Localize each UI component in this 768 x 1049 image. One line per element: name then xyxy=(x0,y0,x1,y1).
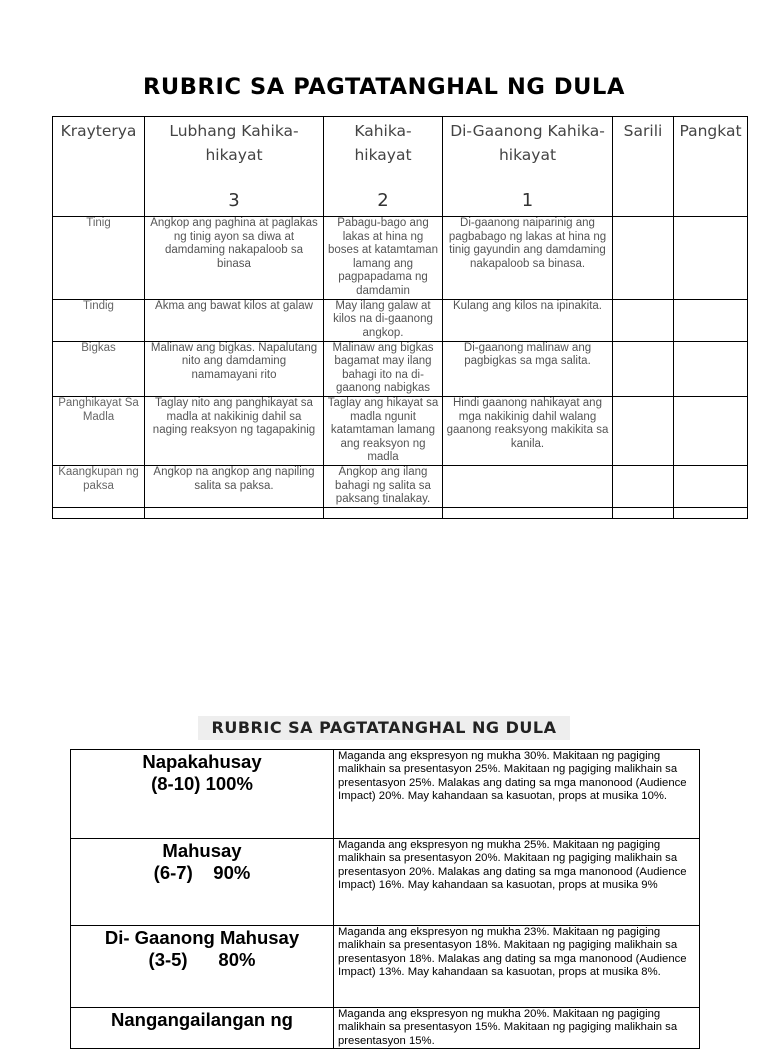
table-row xyxy=(53,465,748,507)
level-cell xyxy=(71,750,334,839)
table-row xyxy=(71,750,700,839)
header-di-gaanong-kahika-hikayat: Di-Gaanong Kahika-hikayat 1 xyxy=(443,117,613,217)
score2-cell: Angkop ang ilang bahagi ng salita sa paksang tinalakay. xyxy=(324,465,443,507)
score3-cell: Malinaw ang bigkas. Napalutang nito ang damdaming namamayani rito xyxy=(145,341,324,396)
header-lubhang-kahika-hikayat: Lubhang Kahika-hikayat 3 xyxy=(145,117,324,217)
level-name: Napakahusay xyxy=(142,751,262,772)
score1-cell: Di-gaanong naiparinig ang pagbabago ng lakas at hina ng tinig gayundin ang damdaming nakapaloob sa binasa. xyxy=(443,217,613,300)
score2-cell: Pabagu-bago ang lakas at hina ng boses at katamtaman lamang ang pagpapadama ng damdamin xyxy=(324,217,443,300)
table-row-empty xyxy=(53,507,748,518)
score-1: 1 xyxy=(521,190,534,211)
criterion-cell: Kaangkupan ng paksa xyxy=(53,465,145,507)
pangkat-cell[interactable] xyxy=(674,299,748,341)
level-description: Maganda ang ekspresyon ng mukha 23%. Makitaan ng pagiging malikhain sa presentasyon 18%. Makitaan ng pagiging malikhain sa presentasyon 18%. Malakas ang dating sa mga manonood (Audience Impact) 13%. May kahandaan sa kasuotan, props at musika 8%. xyxy=(334,926,700,1008)
score1-cell xyxy=(443,465,613,507)
pangkat-cell[interactable] xyxy=(674,507,748,518)
level-cell xyxy=(71,926,334,1008)
sarili-cell[interactable] xyxy=(613,299,674,341)
table-row xyxy=(53,299,748,341)
score-2: 2 xyxy=(377,190,389,211)
sarili-cell[interactable] xyxy=(613,507,674,518)
level-cell xyxy=(71,1008,334,1049)
score-3: 3 xyxy=(228,190,240,211)
table-row xyxy=(71,926,700,1008)
sarili-cell[interactable] xyxy=(613,396,674,465)
pangkat-cell[interactable] xyxy=(674,217,748,300)
score3-cell: Akma ang bawat kilos at galaw xyxy=(145,299,324,341)
level-range: (6-7) 90% xyxy=(153,862,251,883)
level-description: Maganda ang ekspresyon ng mukha 30%. Makitaan ng pagiging malikhain sa presentasyon 25%. Makitaan ng pagiging malikhain sa presentasyon 25%. Malakas ang dating sa mga manonood (Audience Impact) 20%. May kahandaan sa kasuotan, props at musika 10%. xyxy=(334,750,700,839)
criterion-cell xyxy=(53,507,145,518)
score1-cell: Kulang ang kilos na ipinakita. xyxy=(443,299,613,341)
level-cell xyxy=(71,839,334,926)
header-krayterya: Krayterya xyxy=(53,117,145,217)
score3-cell: Angkop ang paghina at paglakas ng tinig ayon sa diwa at damdaming nakapaloob sa binasa xyxy=(145,217,324,300)
criterion-cell: Tinig xyxy=(53,217,145,300)
header-kahika-hikayat: Kahika-hikayat 2 xyxy=(324,117,443,217)
rubric-levels-table xyxy=(70,749,700,1049)
criterion-cell: Bigkas xyxy=(53,341,145,396)
score3-cell: Taglay nito ang panghikayat sa madla at nakikinig dahil sa naging reaksyon ng tagapakinig xyxy=(145,396,324,465)
score2-cell: Taglay ang hikayat sa madla ngunit katamtaman lamang ang reaksyon ng madla xyxy=(324,396,443,465)
level-name: Di- Gaanong Mahusay xyxy=(104,927,300,948)
level-description: Maganda ang ekspresyon ng mukha 20%. Makitaan ng pagiging malikhain sa presentasyon 15%. Makitaan ng pagiging malikhain sa presentasyon 15%. xyxy=(334,1008,700,1049)
score2-cell xyxy=(324,507,443,518)
level-description: Maganda ang ekspresyon ng mukha 25%. Makitaan ng pagiging malikhain sa presentasyon 20%. Makitaan ng pagiging malikhain sa presentasyon 20%. Malakas ang dating sa mga manonood (Audience Impact) 16%. May kahandaan sa kasuotan, props at musika 9% xyxy=(334,839,700,926)
pangkat-cell[interactable] xyxy=(674,341,748,396)
level-name: Mahusay xyxy=(162,840,242,861)
criterion-cell: Tindig xyxy=(53,299,145,341)
table-row xyxy=(53,341,748,396)
score2-cell: May ilang galaw at kilos na di-gaanong angkop. xyxy=(324,299,443,341)
sarili-cell[interactable] xyxy=(613,465,674,507)
score3-cell: Angkop na angkop ang napiling salita sa paksa. xyxy=(145,465,324,507)
header-sarili: Sarili xyxy=(613,117,674,217)
table-row xyxy=(71,839,700,926)
rubric-subtitle: RUBRIC SA PAGTATANGHAL NG DULA xyxy=(198,716,570,740)
score1-cell: Di-gaanong malinaw ang pagbigkas sa mga salita. xyxy=(443,341,613,396)
table-header-row xyxy=(53,117,748,217)
table-row xyxy=(53,217,748,300)
score2-cell: Malinaw ang bigkas bagamat may ilang bahagi ito na di-gaanong nabigkas xyxy=(324,341,443,396)
score1-cell xyxy=(443,507,613,518)
level-range: (3-5) 80% xyxy=(148,949,256,970)
criterion-cell: Panghikayat Sa Madla xyxy=(53,396,145,465)
pangkat-cell[interactable] xyxy=(674,396,748,465)
level-name: Nangangailangan ng xyxy=(111,1009,293,1030)
table-row xyxy=(53,396,748,465)
sarili-cell[interactable] xyxy=(613,217,674,300)
pangkat-cell[interactable] xyxy=(674,465,748,507)
level-range: (8-10) 100% xyxy=(151,773,253,794)
score3-cell xyxy=(145,507,324,518)
rubric-table xyxy=(52,116,748,519)
table-row xyxy=(71,1008,700,1049)
score1-cell: Hindi gaanong nahikayat ang mga nakikinig dahil walang gaanong reaksyong makikita sa kanila. xyxy=(443,396,613,465)
rubric-title: RUBRIC SA PAGTATANGHAL NG DULA xyxy=(143,74,625,100)
sarili-cell[interactable] xyxy=(613,341,674,396)
header-pangkat: Pangkat xyxy=(674,117,748,217)
